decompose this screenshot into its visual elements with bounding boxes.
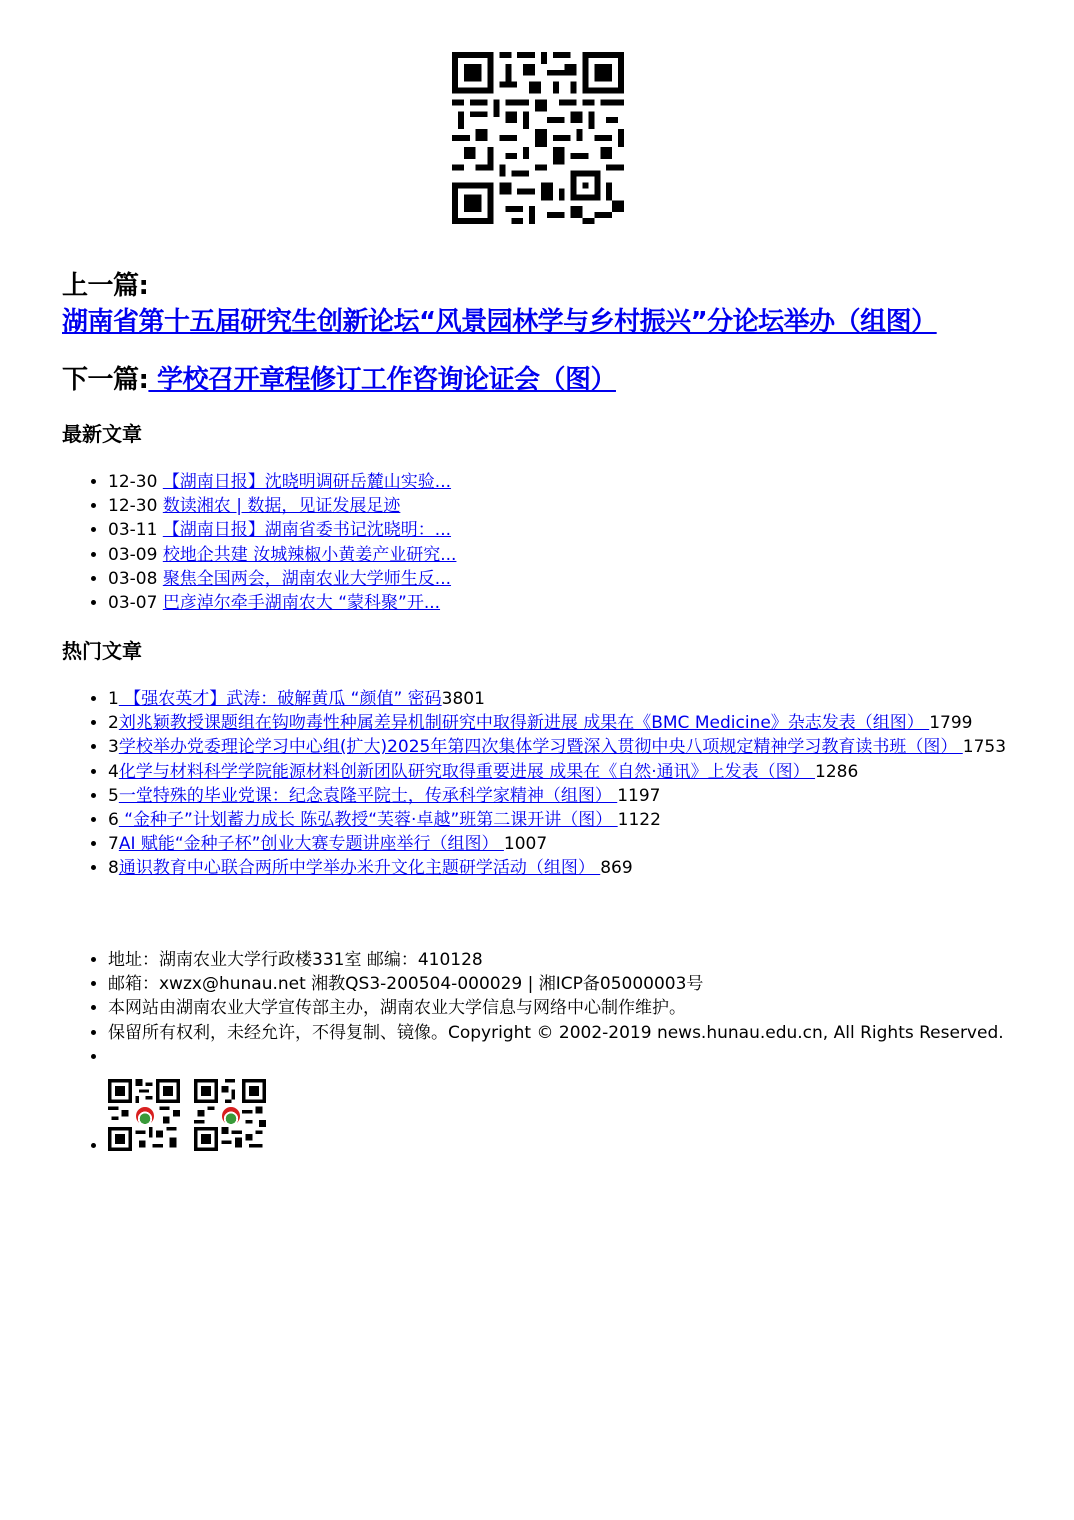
- article-link[interactable]: 刘兆颖教授课题组在钩吻毒性种属差异机制研究中取得新进展 成果在《BMC Medicine》杂志发表（组图）: [118, 713, 930, 734]
- list-item: [108, 687, 1068, 711]
- footer-contact: • 邮箱：xwzx@hunau.net 湘教QS3-200504-000029 | 湘ICP备05000003号: [108, 972, 1068, 996]
- article-link[interactable]: 聚焦全国两会，湖南农业大学师生反...: [162, 568, 452, 589]
- article-rank: 4: [108, 761, 119, 782]
- article-rank: 8: [108, 858, 119, 879]
- article-rank: 2: [108, 713, 119, 734]
- footer-sponsor: • 本网站由湖南农业大学宣传部主办，湖南农业大学信息与网络中心制作维护。: [108, 996, 1068, 1020]
- article-rank: 7: [108, 834, 119, 855]
- list-item: [108, 784, 1068, 808]
- article-link[interactable]: 化学与材料科学学院能源材料创新团队研究取得重要进展 成果在《自然·通讯》上发表（图）: [118, 761, 816, 782]
- article-date: 03-09: [108, 544, 158, 565]
- article-date: 12-30: [108, 472, 158, 492]
- qr-code-main: [452, 52, 624, 224]
- article-rank: 1: [108, 689, 119, 709]
- list-item: [108, 543, 1068, 567]
- article-date: 03-08: [108, 568, 158, 589]
- view-count: 3801: [441, 689, 485, 709]
- list-item: [108, 760, 1068, 784]
- article-date: 03-07: [108, 593, 158, 614]
- list-item: [108, 470, 1068, 494]
- article-rank: 6: [108, 810, 119, 831]
- prev-article-link[interactable]: 湖南省第十五届研究生创新论坛“风景园林学与乡村振兴”分论坛举办（组图）: [62, 307, 937, 337]
- article-date: 03-11: [108, 520, 158, 541]
- article-link[interactable]: AI 赋能“金种子杯”创业大赛专题讲座举行（组图）: [118, 834, 504, 855]
- view-count: 1007: [503, 834, 548, 855]
- list-item: [108, 591, 1068, 615]
- list-item: [108, 832, 1068, 856]
- university-logo-icon: [135, 1106, 155, 1126]
- list-item: [108, 735, 1068, 759]
- latest-articles-list: [62, 470, 1068, 615]
- article-rank: 3: [108, 737, 119, 758]
- list-item: [108, 518, 1068, 542]
- footer-qr-codes: [108, 1079, 1068, 1151]
- hot-articles-heading: 热门文章: [62, 639, 142, 663]
- footer-info: [62, 948, 1068, 1143]
- article-rank: 5: [108, 785, 119, 806]
- article-date: 12-30: [108, 496, 158, 517]
- next-article-label: 下一篇:: [62, 365, 149, 395]
- article-link[interactable]: 校地企共建 汝城辣椒小黄姜产业研究...: [162, 544, 457, 565]
- view-count: 1286: [815, 761, 859, 782]
- latest-articles-heading: 最新文章: [62, 422, 142, 446]
- hot-articles-list: [62, 687, 1068, 881]
- article-link[interactable]: 通识教育中心联合两所中学举办米升文化主题研学活动（组图）: [118, 858, 601, 879]
- view-count: 1753: [962, 737, 1007, 758]
- view-count: 1122: [617, 810, 661, 831]
- article-link[interactable]: 【湖南日报】湖南省委书记沈晓明：...: [162, 520, 452, 541]
- prev-article-label: 上一篇:: [62, 271, 149, 301]
- view-count: 1799: [929, 713, 973, 734]
- article-link[interactable]: 一堂特殊的毕业党课：纪念袁隆平院士，传承科学家精神（组图）: [118, 785, 618, 806]
- view-count: 869: [600, 858, 633, 879]
- footer-copyright: • 保留所有权利，未经允许，不得复制、镜像。Copyright © 2002-2019 news.hunau.edu.cn, All Rights Reserved.: [108, 1021, 1068, 1045]
- university-logo-icon: [221, 1106, 241, 1126]
- list-item: [108, 567, 1068, 591]
- list-item: [108, 808, 1068, 832]
- list-item: [108, 494, 1068, 518]
- article-link[interactable]: 【湖南日报】沈晓明调研岳麓山实验...: [162, 472, 452, 492]
- article-link[interactable]: 【强农英才】武涛：破解黄瓜 “颜值” 密码: [118, 689, 442, 709]
- next-article-link[interactable]: 学校召开章程修订工作咨询论证会（图）: [148, 365, 616, 395]
- article-link[interactable]: 数读湘农 | 数据，见证发展足迹: [162, 496, 401, 517]
- article-link[interactable]: 巴彦淖尔牵手湖南农大 “蒙科聚”开...: [162, 593, 441, 614]
- list-item: [108, 856, 1068, 880]
- prev-article: [62, 268, 1022, 340]
- footer-address: • 地址：湖南农业大学行政楼331室 邮编：410128: [108, 948, 1068, 972]
- weibo-qr-code: [194, 1079, 266, 1151]
- wechat-qr-code: [108, 1079, 180, 1151]
- article-link[interactable]: 学校举办党委理论学习中心组(扩大)2025年第四次集体学习暨深入贯彻中央八项规定精神学习教育读书班（图）: [118, 737, 963, 758]
- next-article: [62, 362, 1022, 398]
- view-count: 1197: [617, 785, 661, 806]
- footer-empty-item: [108, 1045, 1068, 1069]
- list-item: [108, 711, 1068, 735]
- article-link[interactable]: “金种子”计划蓄力成长 陈弘教授“芙蓉·卓越”班第二课开讲（图）: [118, 810, 618, 831]
